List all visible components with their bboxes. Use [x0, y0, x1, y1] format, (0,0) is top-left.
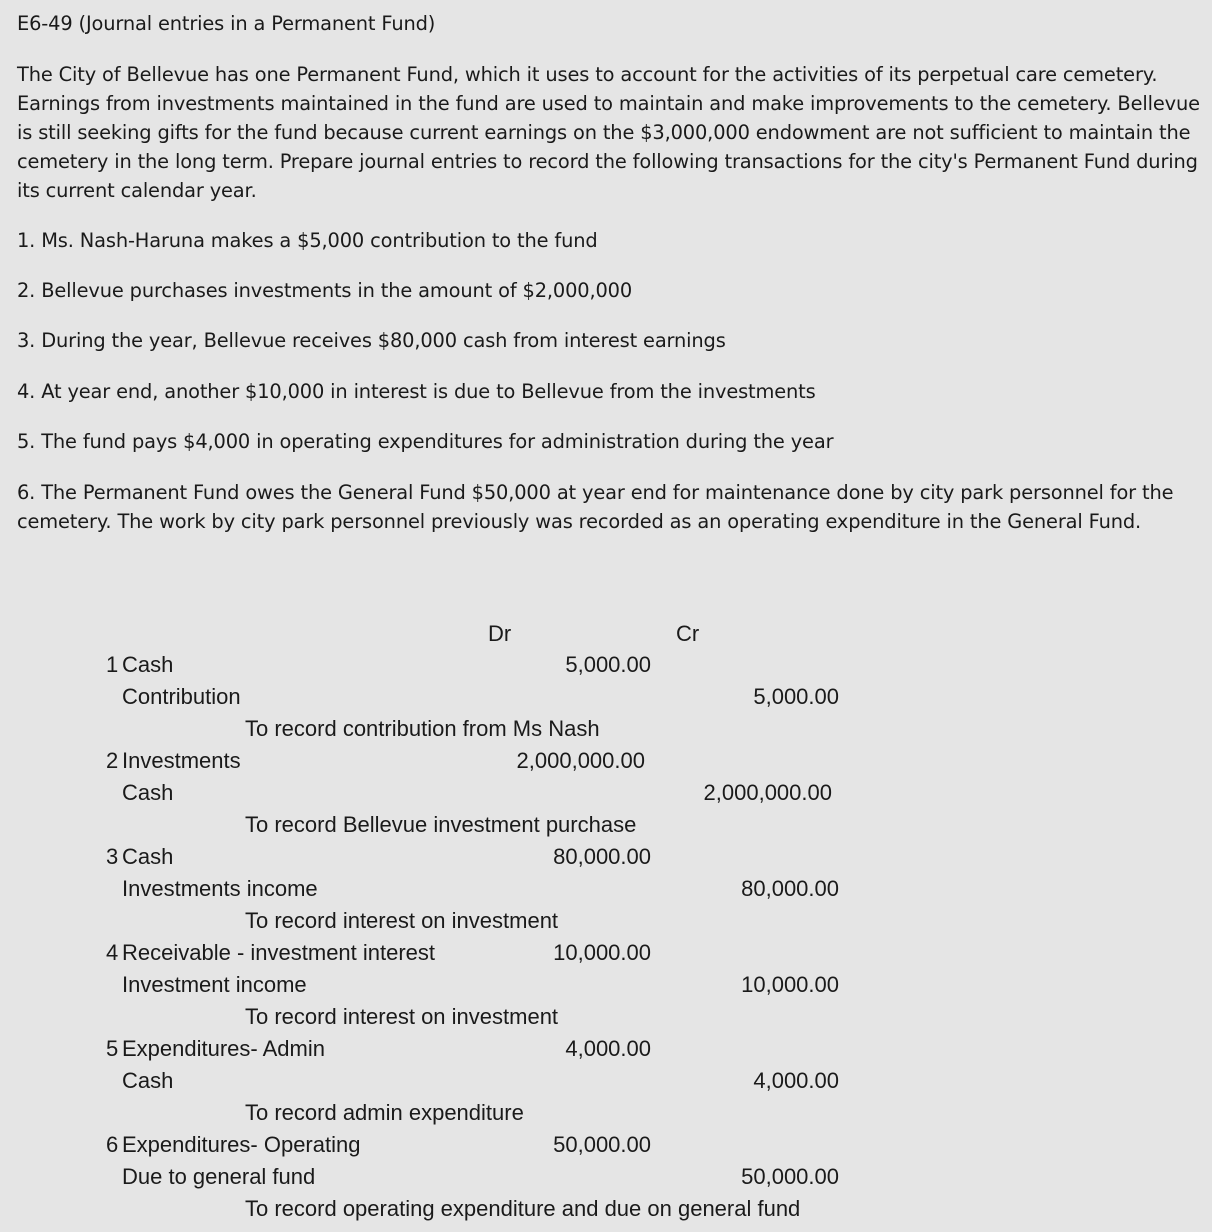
- entry-memo: To record contribution from Ms Nash: [245, 716, 600, 741]
- list-item: 1. Ms. Nash-Haruna makes a $5,000 contribution to the fund: [17, 229, 598, 252]
- credit-amount: 2,000,000.00: [703, 780, 832, 805]
- entry-memo: To record operating expenditure and due on general fund: [245, 1196, 801, 1221]
- entry-number: 5: [106, 1036, 119, 1061]
- credit-account: Contribution: [122, 684, 241, 709]
- list-item: 3. During the year, Bellevue receives $80,000 cash from interest earnings: [17, 329, 726, 352]
- problem-description: The City of Bellevue has one Permanent Fund, which it uses to account for the activities of its perpetual care cemetery. Earnings from investments maintained in the fund are used to maintain and make improvements to the cemetery. Bellevue is still seeking gifts for the fund because current earnings on the $3,000,000 endowment are not sufficient to maintain the cemetery in the long term. Prepare journal entries to record the following transactions for the city's Permanent Fund during its current calendar year.: [17, 63, 1200, 202]
- debit-amount: 2,000,000.00: [516, 748, 645, 773]
- credit-account: Due to general fund: [122, 1164, 316, 1189]
- credit-amount: 4,000.00: [753, 1068, 839, 1093]
- list-item: 4. At year end, another $10,000 in interest is due to Bellevue from the investments: [17, 380, 816, 403]
- entry-number: 3: [106, 844, 119, 869]
- credit-amount: 10,000.00: [741, 972, 839, 997]
- credit-account: Investments income: [122, 876, 318, 901]
- credit-column-header: Cr: [676, 621, 700, 646]
- credit-amount: 80,000.00: [741, 876, 839, 901]
- credit-account: Cash: [122, 1068, 174, 1093]
- entry-number: 6: [106, 1132, 119, 1157]
- entry-number: 2: [106, 748, 119, 773]
- entry-memo: To record admin expenditure: [245, 1100, 524, 1125]
- debit-account: Receivable - investment interest: [122, 940, 436, 965]
- debit-amount: 10,000.00: [553, 940, 651, 965]
- credit-account: Cash: [122, 780, 174, 805]
- debit-amount: 80,000.00: [553, 844, 651, 869]
- credit-amount: 50,000.00: [741, 1164, 839, 1189]
- entry-number: 4: [106, 940, 119, 965]
- list-item: 6. The Permanent Fund owes the General Fund $50,000 at year end for maintenance done by city park personnel for the cemetery. The work by city park personnel previously was recorded as an operating expenditure in the General Fund.: [17, 481, 1174, 533]
- list-item: 5. The fund pays $4,000 in operating expenditures for administration during the year: [17, 430, 834, 453]
- entry-memo: To record interest on investment: [245, 1004, 559, 1029]
- problem-title: E6-49 (Journal entries in a Permanent Fund): [17, 12, 436, 35]
- debit-account: Investments: [122, 748, 241, 773]
- debit-account: Cash: [122, 652, 174, 677]
- entry-memo: To record Bellevue investment purchase: [245, 812, 637, 837]
- list-item: 2. Bellevue purchases investments in the amount of $2,000,000: [17, 279, 633, 302]
- debit-amount: 4,000.00: [565, 1036, 651, 1061]
- debit-column-header: Dr: [488, 621, 512, 646]
- entry-number: 1: [106, 652, 119, 677]
- debit-account: Cash: [122, 844, 174, 869]
- debit-account: Expenditures- Operating: [122, 1132, 361, 1157]
- credit-account: Investment income: [122, 972, 307, 997]
- debit-amount: 5,000.00: [565, 652, 651, 677]
- debit-amount: 50,000.00: [553, 1132, 651, 1157]
- entry-memo: To record interest on investment: [245, 908, 559, 933]
- credit-amount: 5,000.00: [753, 684, 839, 709]
- debit-account: Expenditures- Admin: [122, 1036, 325, 1061]
